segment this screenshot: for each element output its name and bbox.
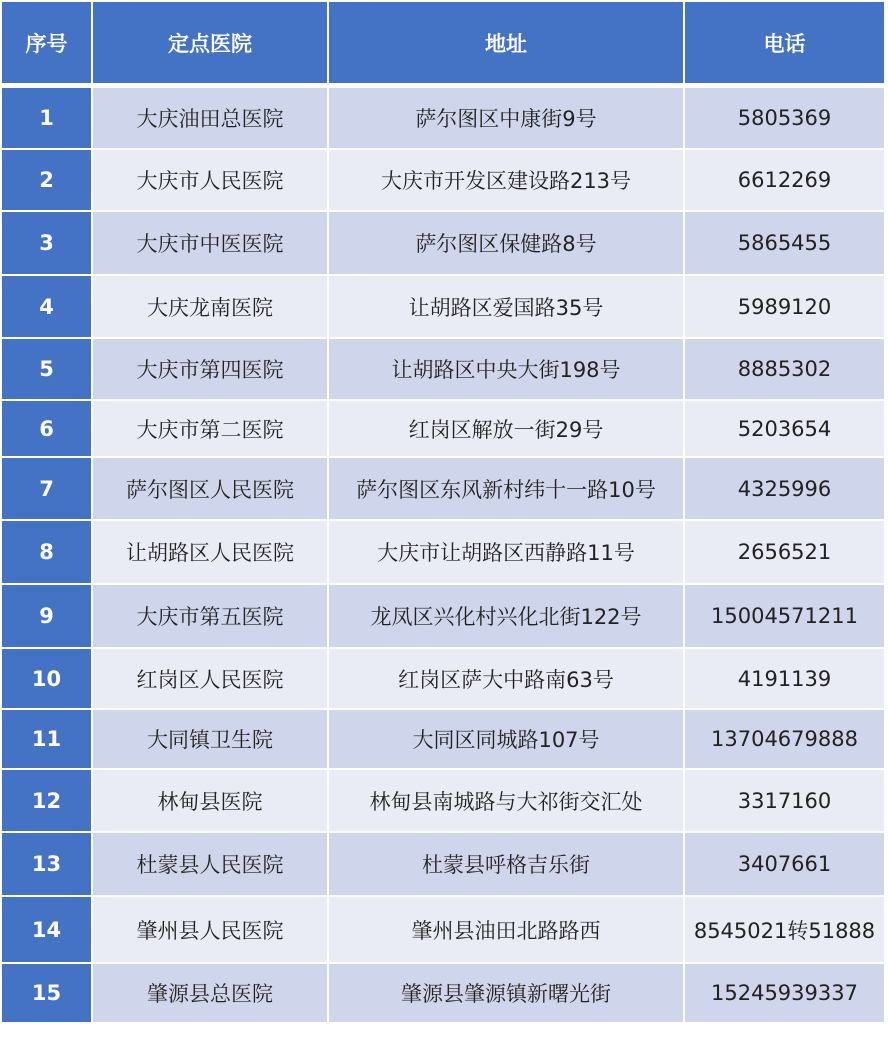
cell-phone: 15245939337: [685, 964, 884, 1022]
table-body: [2, 88, 884, 1024]
table-row: [2, 150, 884, 212]
table-row: [2, 897, 884, 964]
cell-index: 7: [2, 458, 93, 519]
cell-hospital: 大庆市人民医院: [93, 150, 329, 210]
table-header: [2, 2, 884, 88]
table-row: [2, 964, 884, 1024]
table-row: [2, 649, 884, 710]
cell-index: 1: [2, 88, 93, 148]
cell-address: 红岗区萨大中路南63号: [329, 649, 685, 708]
table-row: [2, 710, 884, 770]
cell-address: 萨尔图区中康街9号: [329, 88, 685, 148]
cell-hospital: 红岗区人民医院: [93, 649, 329, 708]
cell-index: 6: [2, 401, 93, 456]
cell-hospital: 让胡路区人民医院: [93, 521, 329, 583]
cell-index: 4: [2, 276, 93, 337]
cell-phone: 8885302: [685, 339, 884, 399]
cell-address: 肇源县肇源镇新曙光街: [329, 964, 685, 1022]
cell-address: 龙凤区兴化村兴化北街122号: [329, 585, 685, 647]
table-row: [2, 833, 884, 897]
header-index: 序号: [2, 2, 93, 83]
table-row: [2, 212, 884, 276]
cell-phone: 5865455: [685, 212, 884, 274]
cell-address: 大庆市开发区建设路213号: [329, 150, 685, 210]
cell-hospital: 林甸县医院: [93, 770, 329, 831]
header-address: 地址: [329, 2, 685, 83]
cell-hospital: 大庆市第五医院: [93, 585, 329, 647]
cell-address: 大同区同城路107号: [329, 710, 685, 768]
table-row: [2, 458, 884, 521]
cell-hospital: 肇源县总医院: [93, 964, 329, 1022]
cell-phone: 5805369: [685, 88, 884, 148]
cell-index: 11: [2, 710, 93, 768]
cell-index: 13: [2, 833, 93, 895]
cell-hospital: 肇州县人民医院: [93, 897, 329, 962]
cell-index: 12: [2, 770, 93, 831]
cell-phone: 5989120: [685, 276, 884, 337]
table-row: [2, 88, 884, 150]
cell-phone: 4191139: [685, 649, 884, 708]
cell-phone: 8545021转51888: [685, 897, 884, 962]
cell-address: 萨尔图区保健路8号: [329, 212, 685, 274]
cell-index: 8: [2, 521, 93, 583]
cell-phone: 6612269: [685, 150, 884, 210]
cell-phone: 15004571211: [685, 585, 884, 647]
table-row: [2, 770, 884, 833]
cell-address: 大庆市让胡路区西静路11号: [329, 521, 685, 583]
cell-phone: 13704679888: [685, 710, 884, 768]
cell-index: 10: [2, 649, 93, 708]
cell-index: 15: [2, 964, 93, 1022]
table-row: [2, 401, 884, 458]
cell-address: 红岗区解放一街29号: [329, 401, 685, 456]
cell-phone: 5203654: [685, 401, 884, 456]
cell-phone: 4325996: [685, 458, 884, 519]
cell-address: 林甸县南城路与大祁街交汇处: [329, 770, 685, 831]
cell-hospital: 杜蒙县人民医院: [93, 833, 329, 895]
cell-index: 3: [2, 212, 93, 274]
cell-hospital: 大庆油田总医院: [93, 88, 329, 148]
cell-index: 9: [2, 585, 93, 647]
cell-hospital: 大庆市第二医院: [93, 401, 329, 456]
table-row: [2, 521, 884, 585]
cell-index: 14: [2, 897, 93, 962]
cell-phone: 3407661: [685, 833, 884, 895]
cell-hospital: 大庆市中医医院: [93, 212, 329, 274]
table-row: [2, 276, 884, 339]
hospital-table: [2, 2, 884, 1024]
cell-hospital: 大庆龙南医院: [93, 276, 329, 337]
header-hospital: 定点医院: [93, 2, 329, 83]
cell-address: 让胡路区爱国路35号: [329, 276, 685, 337]
cell-phone: 3317160: [685, 770, 884, 831]
table-row: [2, 339, 884, 401]
cell-address: 萨尔图区东风新村纬十一路10号: [329, 458, 685, 519]
cell-index: 5: [2, 339, 93, 399]
header-phone: 电话: [685, 2, 884, 83]
table-row: [2, 585, 884, 649]
cell-address: 让胡路区中央大街198号: [329, 339, 685, 399]
cell-address: 杜蒙县呼格吉乐街: [329, 833, 685, 895]
cell-hospital: 萨尔图区人民医院: [93, 458, 329, 519]
cell-hospital: 大同镇卫生院: [93, 710, 329, 768]
cell-address: 肇州县油田北路路西: [329, 897, 685, 962]
cell-hospital: 大庆市第四医院: [93, 339, 329, 399]
cell-index: 2: [2, 150, 93, 210]
cell-phone: 2656521: [685, 521, 884, 583]
